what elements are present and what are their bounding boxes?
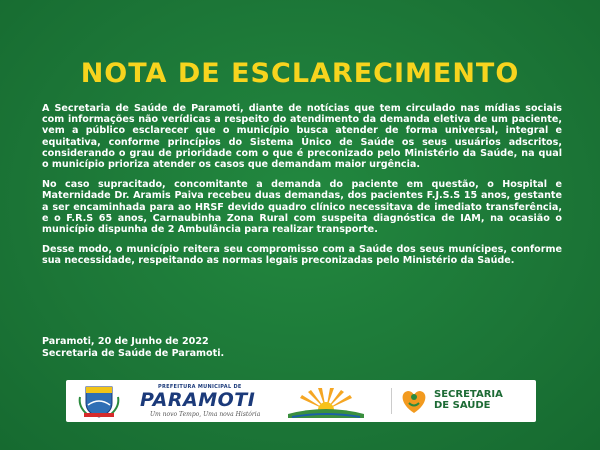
signing-organization: Secretaria de Saúde de Paramoti. [42,348,225,359]
prefeitura-name: PARAMOTI [140,389,256,411]
secretaria-line-1: SECRETARIA [434,389,503,400]
municipal-crest-icon [78,383,120,419]
health-heart-icon [398,386,430,416]
prefeitura-slogan: Um novo Tempo, Uma nova História [150,411,261,418]
statement-body [42,103,562,276]
signature-block [42,336,224,360]
secretaria-line-2: DE SAÚDE [434,400,491,411]
page-title: NOTA DE ESCLARECIMENTO [80,58,520,89]
sunrise-logo-icon [278,384,374,418]
paragraph-1: A Secretaria de Saúde de Paramoti, diante de notícias que tem circulado nas mídias sociais com informações não verídicas a respeito do atendimento da demanda eletiva de um paciente, vem a público esclarecer que o município busca atender de forma universal, integral e equitativa, conforme princípios do Sistema Único de Saúde os seus usuários adscritos, considerando o grau de prioridade com o que é preconizado pelo Ministério da Saúde, na qual o município prioriza atender os casos que demandam maior urgência. [42,103,562,171]
paragraph-2: No caso supracitado, concomitante a demanda do paciente em questão, o Hospital e Maternidade Dr. Aramis Paiva recebeu duas demandas, dos pacientes F.J.S.S 15 anos, gestante a ser encaminhada para ao HRSF devido quadro clínico necessitava de imediato transferência, e o F.R.S 65 anos, Carnaubinha Zona Rural com suspeita diagnóstica de IAM, na ocasião o município dispunha de 2 Ambulância para realizar transporte. [42,179,562,236]
prefeitura-label: PREFEITURA MUNICIPAL DE [158,384,242,390]
footer-divider [391,388,392,414]
paragraph-3: Desse modo, o município reitera seu compromisso com a Saúde dos seus munícipes, conforme sua necessidade, respeitando as normas legais preconizadas pelo Ministério da Saúde. [42,244,562,267]
secretaria-logo-text [434,389,503,411]
footer-logo-bar [66,380,536,422]
place-date: Paramoti, 20 de Junho de 2022 [42,336,209,347]
